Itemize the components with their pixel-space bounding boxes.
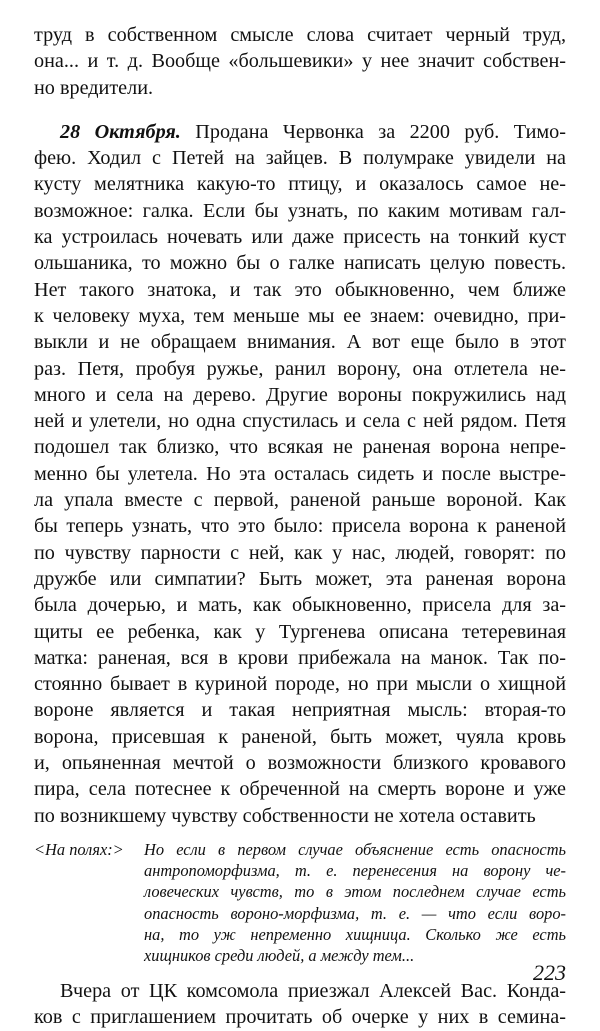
note-line: хищников среди людей, а между тем... [144, 945, 415, 965]
text-fragment: Вчера от ЦК комсомола приезжал Алексей Вас. Конда- [60, 980, 566, 1003]
text-line: бы теперь узнать, что это было: присела ворона к раненой [34, 515, 566, 538]
text-line: подошел так близко, что всякая не раненая ворона непре- [34, 436, 566, 459]
text-fragment: Продана Червонка за 2200 руб. Тимо- [180, 120, 566, 143]
text-line: и, опьяненная мечтой о возможности близкого кровавого [34, 752, 566, 775]
note-line: ловеческих чувств, то в этом последнем случае есть [144, 882, 566, 902]
text-line: раз. Петя, пробуя ружье, ранил ворону, она отлетела не- [34, 357, 566, 380]
book-page [34, 22, 566, 1029]
margin-note [34, 839, 566, 966]
text-line: ла упала вместе с первой, раненой раньше вороной. Как [34, 489, 566, 512]
text-line: стоянно бывает в куриной породе, но при мысли о хищной [34, 673, 566, 696]
text-line: Нет такого знатока, и так это обыкновенно, чем ближе [34, 278, 566, 301]
text-line: менно бы улетела. Но эта осталась сидеть и после выстре- [34, 462, 566, 485]
text-line: труд в собственном смысле слова считает черный труд, [34, 24, 566, 46]
entry-date: 28 Октября. [60, 120, 181, 143]
text-line: ольшаника, то можно бы о галке написать целую повесть. [34, 252, 566, 275]
text-line: щиты ее ребенка, как у Тургенева описана тетеревиная [34, 620, 566, 643]
text-line: дружбе или симпатии? Быть может, эта раненая ворона [34, 567, 566, 590]
margin-note-text [144, 839, 566, 966]
note-line: антропоморфизма, т. е. перенесения на ворону че- [144, 861, 566, 881]
text-line: много и села на дерево. Другие вороны покружились над [34, 383, 566, 406]
text-line: вороне является и такая неприятная мысль: вторая-то [34, 699, 566, 722]
text-line: кусту мелятника какую-то птицу, и оказалось самое не- [34, 173, 566, 196]
text-line: по чувству парности с ней, как у нас, людей, говорят: по [34, 541, 566, 564]
paragraph-continuation [34, 22, 566, 101]
text-line [34, 978, 566, 1004]
text-line: возможное: галка. Если бы узнать, по каким мотивам гал- [34, 199, 566, 222]
page-number: 223 [533, 960, 566, 985]
text-line: по возникшему чувству собственности не хотела оставить [34, 804, 536, 827]
text-line: матка: раненая, вся в крови прибежала на манок. Так по- [34, 646, 566, 669]
text-line: но вредители. [34, 76, 154, 99]
diary-entry-paragraph [34, 119, 566, 829]
text-line: фею. Ходил с Петей на зайцев. В полумраке увидели на [34, 147, 566, 170]
note-line: Но если в первом случае объяснение есть опасность [144, 839, 566, 859]
text-line: выкли и не обращаем внимания. А вот еще было в этот [34, 331, 566, 354]
paragraph-gap [34, 101, 566, 119]
text-line: она... и т. д. Вообще «большевики» у нее значит собствен- [34, 50, 566, 73]
text-line: пира, села потеснее к обреченной на смерть вороне и уже [34, 778, 566, 801]
margin-note-label: <На полях:> [34, 839, 124, 859]
text-line: к человеку муха, тем меньше мы ее знаем: очевидно, при- [34, 304, 566, 327]
text-line [34, 119, 566, 145]
text-line: ворона, присевшая к раненой, быть может, чуяла кровь [34, 725, 566, 748]
text-line: ка устроилась ночевать или даже присесть на тонкий куст [34, 226, 566, 249]
note-line: опасность вороно-морфизма, т. е. — что если воро- [144, 903, 566, 923]
text-line: ков с приглашением прочитать об очерке у них в семина- [34, 1006, 566, 1029]
paragraph-next [34, 978, 566, 1031]
text-line: ней и улетели, но одна спустилась и села с ней рядом. Петя [34, 410, 566, 433]
text-line: была дочерью, и мать, как обыкновенно, присела для за- [34, 594, 566, 617]
note-line: на, то уж непременно хищница. Сколько же есть [144, 924, 566, 944]
